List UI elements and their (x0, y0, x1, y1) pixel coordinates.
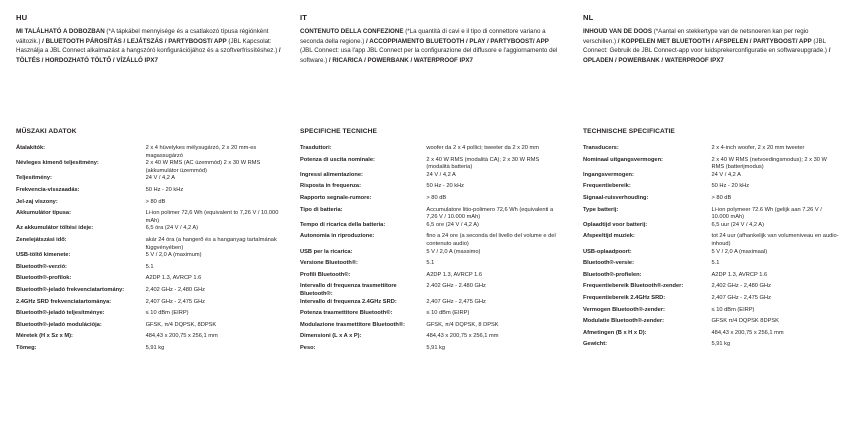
spec-row (300, 260, 558, 272)
spec-label: Tempo di ricarica della batteria: (300, 221, 386, 228)
spec-label: Potenza di uscita nominale: (300, 156, 375, 163)
spec-value: tot 24 uur (afhankelijk van volumeniveau en audio-inhoud) (711, 233, 839, 247)
spec-label: Modulazione trasmettitore Bluetooth®: (300, 321, 405, 328)
spec-label: 2.4GHz SRD frekvenciatartománya: (16, 298, 112, 305)
spec-value: ≤ 10 dBm (EIRP) (711, 306, 755, 313)
spec-label: Akkumulátor típusa: (16, 210, 71, 217)
spec-label: Átalakítók: (16, 145, 46, 151)
spec-row (16, 252, 286, 264)
box-separator: / (40, 37, 46, 45)
spec-value: ≤ 10 dBm (EIRP) (426, 310, 470, 317)
spec-row (583, 183, 840, 195)
spec-value: 2 x 40 W RMS (modalità CA); 2 x 30 W RMS (modalità batteria) (426, 156, 540, 171)
spec-table (583, 145, 840, 353)
spec-value: 6,5 uur (24 V / 4,2 A) (711, 221, 764, 228)
spec-label: Jel-zaj viszony: (16, 198, 58, 205)
spec-row (16, 287, 286, 299)
spec-value: 484,43 x 200,75 x 256,1 mm (426, 333, 499, 340)
spec-label: Tipo di batteria: (300, 206, 343, 213)
spec-table (16, 145, 286, 356)
spec-label: Bluetooth®-versie: (583, 260, 634, 267)
spec-label: Bluetooth®-profielen: (583, 271, 642, 278)
spec-value: 5 V / 2,0 A (massimo) (426, 248, 481, 255)
spec-value: 5.1 (145, 263, 154, 270)
spec-value: Li-ion polymeer 72.6 Wh (gelijk aan 7.26 V / 10.000 mAh) (711, 206, 822, 221)
box-contents-title: INHOUD VAN DE DOOS (583, 28, 652, 35)
spec-row (583, 260, 840, 272)
spec-value: A2DP 1.3, AVRCP 1.6 (711, 271, 768, 278)
spec-label: Trasduttori: (300, 145, 332, 151)
spec-row (300, 333, 558, 345)
spec-label: Az akkumulátor töltési ideje: (16, 225, 94, 232)
box-contents-title: MI TALÁLHATÓ A DOBOZBAN (16, 28, 105, 35)
spec-value: 6,5 ore (24 V / 4,2 A) (426, 221, 479, 228)
spec-value: 2 x 4-inch woofer, 2 x 20 mm tweeter (711, 145, 805, 151)
spec-value: 2.402 GHz - 2.480 GHz (426, 283, 486, 290)
spec-label: Frekvencia-visszaadás: (16, 186, 80, 193)
spec-row (16, 199, 286, 211)
spec-label: Gewicht: (583, 341, 608, 348)
box-features-list: KOPPELEN MET BLUETOOTH / AFSPELEN / PARTYBOOST/ APP (621, 37, 812, 45)
spec-label: Risposta in frequenza: (300, 183, 361, 190)
spec-label: Peso: (300, 344, 316, 351)
box-features-list: ACCOPPIAMENTO BLUETOOTH / PLAY / PARTYBOOST/ APP (369, 37, 549, 45)
box-contents-note: (*A tápkábel mennyisége és a csatlakozó típusa régiónként változik.) (16, 28, 269, 45)
spec-value: > 80 dB (145, 198, 166, 205)
box-separator: / (616, 37, 622, 45)
box-features-list: BLUETOOTH PÁROSÍTÁS / LEJÁTSZÁS / PARTYBOOST/ APP (45, 37, 227, 45)
language-code: IT (300, 13, 308, 22)
section-title: TECHNISCHE SPECIFICATIE (583, 128, 675, 135)
spec-value: woofer da 2 x 4 pollici; tweeter da 2 x 20 mm (426, 145, 539, 151)
column-it (300, 13, 558, 356)
spec-label: Afspeeltijd muziek: (583, 233, 635, 240)
spec-row (300, 310, 558, 322)
spec-row (583, 295, 840, 307)
spec-value: 2,407 GHz - 2,475 GHz (145, 298, 206, 305)
spec-row (583, 341, 840, 353)
spec-row (583, 172, 840, 184)
spec-label: Bluetooth®-jeladó modulációja: (16, 321, 102, 328)
spec-row (16, 310, 286, 322)
box-contents-note: (*Aantal en stekkertype van de netsnoeren kan per regio verschillen.) (583, 28, 809, 45)
spec-row (300, 249, 558, 261)
spec-row (300, 145, 558, 157)
spec-label: Dimensioni (L x A x P): (300, 333, 362, 340)
spec-row (300, 222, 558, 234)
box-separator: / (364, 37, 370, 45)
spec-table (300, 145, 558, 356)
box-contents-paragraph (583, 27, 840, 107)
spec-row (583, 318, 840, 330)
spec-label: Type batterij: (583, 206, 619, 213)
spec-label: Signaal-ruisverhouding: (583, 194, 649, 201)
spec-value: 2,402 GHz - 2,480 GHz (145, 286, 206, 293)
spec-row (583, 272, 840, 284)
column-nl (583, 13, 840, 353)
spec-value: A2DP 1.3, AVRCP 1.6 (426, 271, 483, 278)
language-code: HU (16, 13, 28, 22)
spec-value: 5 V / 2,0 A (maximaal) (711, 248, 768, 255)
app-note: (JBL Connect: Gebruik de JBL Connect-app voor luidsprekerconfiguratie en softwareupgrade.) (583, 37, 827, 55)
spec-row (300, 345, 558, 357)
spec-row (16, 345, 286, 357)
spec-label: Profili Bluetooth®: (300, 271, 351, 278)
spec-row (16, 299, 286, 311)
spec-row (583, 307, 840, 319)
spec-value: ≤ 10 dBm (EIRP) (145, 310, 189, 317)
spec-row (583, 222, 840, 234)
spec-row (300, 195, 558, 207)
spec-label: Névleges kimenő teljesítmény: (16, 160, 99, 167)
spec-row (16, 160, 286, 175)
spec-value: Li-ion polimer 72,6 Wh (equivalent to 7,26 V / 10.000 mAh) (145, 210, 279, 224)
spec-label: Frequentiebereik 2.4GHz SRD: (583, 294, 666, 301)
spec-label: Autonomia in riproduzione: (300, 233, 375, 240)
box-contents-paragraph (16, 27, 286, 107)
spec-row (16, 237, 286, 252)
spec-row (583, 157, 840, 172)
spec-row (16, 275, 286, 287)
section-title: SPECIFICHE TECNICHE (300, 128, 378, 135)
spec-label: Zenelejátszási idő: (16, 236, 67, 243)
spec-label: Transducers: (583, 145, 619, 151)
spec-label: Versione Bluetooth®: (300, 260, 358, 267)
spec-label: Intervallo di frequenza 2.4GHz SRD: (300, 298, 397, 305)
spec-row (16, 225, 286, 237)
spec-value: 2,407 GHz - 2,475 GHz (711, 294, 771, 301)
spec-label: Bluetooth®-verzió: (16, 263, 67, 270)
spec-row (300, 172, 558, 184)
spec-row (300, 272, 558, 284)
spec-row (16, 145, 286, 160)
spec-value: akár 24 óra (a hangerő és a hanganyag tartalmának függvényében) (145, 236, 277, 251)
spec-value: 24 V / 4,2 A (711, 171, 741, 178)
spec-label: Potenza trasmettitore Bluetooth®: (300, 310, 393, 317)
spec-label: USB-oplaadpoort: (583, 248, 632, 255)
spec-value: Accumulatore litio-polimero 72,6 Wh (equivalenti a 7,26 V / 10.000 mAh) (426, 206, 554, 221)
spec-row (300, 299, 558, 311)
box-features-list-2: / RICARICA / POWERBANK / WATERPROOF IPX7 (327, 56, 473, 64)
column-hu (16, 13, 286, 356)
spec-label: Bluetooth®-jeladó frekvenciatartomány: (16, 286, 125, 293)
spec-value: fino a 24 ore (a seconda del livello del volume e del contenuto audio) (426, 233, 556, 247)
spec-value: 50 Hz - 20 kHz (145, 186, 184, 193)
spec-value: 484,43 x 200,75 x 256,1 mm (711, 329, 784, 336)
spec-row (583, 283, 840, 295)
spec-row (16, 322, 286, 334)
spec-label: Modulatie Bluetooth®-zender: (583, 318, 664, 325)
spec-label: Afmetingen (B x H x D): (583, 329, 647, 336)
spec-value: 5.1 (426, 260, 435, 267)
spec-label: USB per la ricarica: (300, 248, 353, 255)
spec-row (583, 233, 840, 248)
spec-label: Vermogen Bluetooth®-zender: (583, 306, 665, 313)
spec-row (16, 175, 286, 187)
spec-value: > 80 dB (711, 194, 732, 201)
spec-row (583, 330, 840, 342)
spec-value: 2,402 GHz - 2,480 GHz (711, 283, 771, 290)
spec-value: 5,91 kg (711, 341, 731, 348)
spec-row (583, 249, 840, 261)
spec-label: USB-töltő kimenete: (16, 252, 71, 259)
spec-label: Nominaal uitgangsvermogen: (583, 156, 663, 163)
spec-value: 5 V / 2,0 A (maximum) (145, 252, 202, 259)
spec-row (583, 207, 840, 222)
spec-value: 5.1 (711, 260, 720, 267)
spec-value: 50 Hz - 20 kHz (711, 183, 750, 190)
spec-label: Oplaadtijd voor batterij: (583, 221, 648, 228)
spec-label: Ingangsvermogen: (583, 171, 634, 178)
spec-value: > 80 dB (426, 194, 447, 201)
spec-row (16, 210, 286, 225)
spec-value: 24 V / 4,2 A (145, 175, 175, 182)
spec-label: Ingressi alimentazione: (300, 171, 363, 178)
spec-label: Intervallo di frequenza trasmettitore Bluetooth®: (300, 283, 397, 297)
spec-row (300, 183, 558, 195)
spec-row (300, 207, 558, 222)
spec-label: Rapporto segnale-rumore: (300, 194, 372, 201)
spec-value: 24 V / 4,2 A (426, 171, 456, 178)
section-title: MŰSZAKI ADATOK (16, 128, 77, 135)
spec-value: 5,91 kg (426, 344, 446, 351)
spec-row (583, 195, 840, 207)
spec-value: 6,5 óra (24 V / 4,2 A) (145, 225, 199, 232)
spec-value: 2 x 40 W RMS (AC üzemmód) 2 x 30 W RMS (akkumulátor üzemmód) (145, 160, 261, 174)
spec-value: 5,91 kg (145, 344, 165, 351)
language-code: NL (583, 13, 594, 22)
spec-label: Bluetooth®-profilok: (16, 275, 72, 282)
spec-value: GFSK, π/4 DQPSK, 8 DPSK (426, 321, 499, 328)
spec-value: GFSK, π/4 DQPSK, 8DPSK (145, 321, 217, 328)
box-features-list-2: / OPLADEN / POWERBANK / WATERPROOF IPX7 (583, 47, 831, 64)
spec-row (16, 264, 286, 276)
app-note: (JBL Kapcsolat: Használja a JBL Connect alkalmazást a hangszóró konfigurációjához és a szoftverfrissítéshez.) (16, 37, 278, 55)
spec-label: Tömeg: (16, 344, 37, 351)
spec-value: GFSK π/4 DQPSK 8DPSK (711, 318, 779, 325)
spec-label: Frequentiebereik Bluetooth®-zender: (583, 283, 684, 290)
spec-value: 2 x 4 hüvelykes mélysugárzó, 2 x 20 mm-es magassugárzó (145, 145, 257, 159)
spec-row (300, 283, 558, 298)
spec-value: 2 x 40 W RMS (netvoedingsmodus); 2 x 30 W RMS (batterijmodus) (711, 156, 827, 171)
spec-label: Teljesítmény: (16, 175, 52, 182)
spec-row (16, 333, 286, 345)
spec-row (583, 145, 840, 157)
spec-label: Frequentiebereik: (583, 183, 631, 190)
spec-row (16, 187, 286, 199)
spec-row (300, 322, 558, 334)
box-contents-title: CONTENUTO DELLA CONFEZIONE (300, 28, 404, 35)
spec-value: 484,43 x 200,75 x 256,1 mm (145, 333, 218, 340)
spec-value: 50 Hz - 20 kHz (426, 183, 465, 190)
spec-row (300, 233, 558, 248)
spec-label: Bluetooth®-jeladó teljesítménye: (16, 310, 105, 317)
spec-row (300, 157, 558, 172)
app-note: (JBL Connect: usa l'app JBL Connect per la configurazione del diffusore e l'aggiornamento del software.) (300, 47, 558, 64)
spec-value: A2DP 1.3, AVRCP 1.6 (145, 275, 202, 282)
spec-value: 2,407 GHz - 2,475 GHz (426, 298, 486, 305)
spec-label: Méretek (H x Sz x M): (16, 333, 73, 340)
box-contents-paragraph (300, 27, 558, 107)
box-contents-note: (*La quantità di cavi e il tipo di connettore variano a seconda della regione.) (300, 28, 546, 45)
box-features-list-2: / TÖLTÉS / HORDOZHATÓ TÖLTŐ / VÍZÁLLÓ IPX7 (16, 47, 281, 64)
